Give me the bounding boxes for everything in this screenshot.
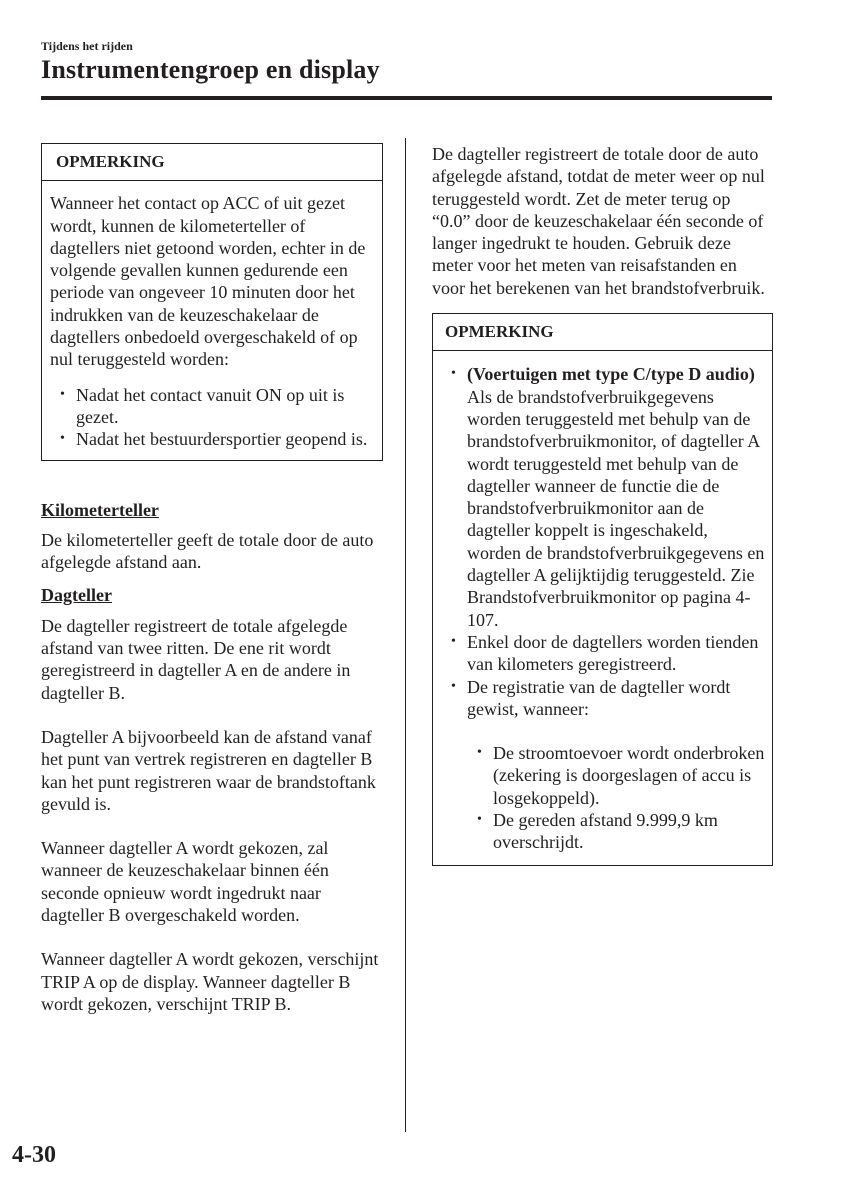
note-bullet-item	[441, 676, 766, 721]
note-body	[42, 181, 382, 459]
note-bullet-text: Nadat het bestuurdersportier geopend is.	[76, 429, 368, 450]
column-divider	[405, 138, 406, 1132]
bullet-icon: •	[477, 812, 482, 828]
note-sub-bullet-list	[441, 742, 766, 853]
note-heading: OPMERKING	[42, 144, 382, 181]
note-heading: OPMERKING	[433, 314, 772, 351]
note-sub-bullet-item	[441, 742, 766, 809]
note-bullet-item	[441, 363, 766, 631]
note-bullet-bold-title: (Voertuigen met type C/type D audio)	[467, 364, 755, 385]
bullet-icon: •	[477, 745, 482, 761]
note-body	[433, 351, 772, 864]
note-bullet-text: Als de brandstofverbruikgegevens worden teruggesteld met behulp van de brandstofverbruikmonitor, of dagteller A wordt teruggesteld met behulp van de dagteller wanneer de functie die de brandstofverbruikmonitor aan de dagteller koppelt is ingeschakeld, worden de brandstofverbruikgegevens en dagteller A gelijktijdig teruggesteld. Zie Brandstofverbruikmonitor op pagina 4-107.	[467, 386, 765, 630]
note-bullet-item	[50, 384, 372, 429]
title-rule	[41, 96, 772, 100]
odometer-heading: Kilometerteller	[41, 499, 159, 520]
note-box-right	[432, 313, 773, 866]
tripmeter-heading: Dagteller	[41, 585, 112, 606]
note-bullet-item	[441, 631, 766, 676]
note-bullet-list	[50, 384, 372, 451]
bullet-icon: •	[451, 678, 456, 694]
note-sub-bullet-text: De gereden afstand 9.999,9 km overschrijdt.	[493, 810, 718, 853]
bullet-icon: •	[451, 633, 456, 649]
section-label: Tijdens het rijden	[41, 39, 133, 53]
tripmeter-intro: De dagteller registreert de totale door de auto afgelegde afstand, totdat de meter weer op nul teruggesteld wordt. Zet de meter terug op “0.0” door de keuzeschakelaar één seconde of langer ingedrukt te houden. Gebruik deze meter voor het meten van reisafstanden en voor het berekenen van het brandstofverbruik.	[432, 144, 765, 298]
bullet-icon: •	[451, 366, 456, 382]
left-column	[41, 143, 383, 1015]
tripmeter-paragraph: Wanneer dagteller A wordt gekozen, zal wanneer de keuzeschakelaar binnen één seconde opnieuw wordt ingedrukt naar dagteller B overgeschakeld worden.	[41, 838, 329, 926]
tripmeter-paragraph: Dagteller A bijvoorbeeld kan de afstand vanaf het punt van vertrek registreren en dagteller B kan het punt registreren waar de brandstoftank gevuld is.	[41, 726, 376, 814]
note-sub-bullet-text: De stroomtoevoer wordt onderbroken (zekering is doorgeslagen of accu is losgekoppeld).	[493, 743, 765, 808]
tripmeter-paragraph: Wanneer dagteller A wordt gekozen, verschijnt TRIP A op de display. Wanneer dagteller B wordt gekozen, verschijnt TRIP B.	[41, 949, 379, 1014]
tripmeter-paragraph: De dagteller registreert de totale afgelegde afstand van twee ritten. De ene rit wordt geregistreerd in dagteller A en de andere in dagteller B.	[41, 615, 351, 703]
note-bullet-list	[441, 363, 766, 720]
note-bullet-item	[50, 428, 372, 450]
note-box-left	[41, 143, 383, 461]
note-bullet-text: De registratie van de dagteller wordt gewist, wanneer:	[467, 676, 731, 719]
note-bullet-text: Nadat het contact vanuit ON op uit is gezet.	[76, 384, 345, 427]
note-bullet-text: Enkel door de dagtellers worden tienden van kilometers geregistreerd.	[467, 631, 759, 675]
right-column	[432, 143, 773, 866]
note-sub-bullet-item	[441, 809, 766, 854]
note-text: Wanneer het contact op ACC of uit gezet wordt, kunnen de kilometerteller of dagtellers niet getoond worden, echter in de volgende gevallen kunnen gedurende een periode van ongeveer 10 minuten door het indrukken van de keuzeschakelaar de dagtellers onbedoeld overgeschakeld of op nul teruggesteld worden:	[50, 193, 366, 370]
bullet-icon: •	[60, 431, 65, 447]
bullet-icon: •	[60, 386, 65, 402]
odometer-text: De kilometerteller geeft de totale door de auto afgelegde afstand aan.	[41, 529, 374, 573]
page-number: 4-30	[12, 1142, 56, 1168]
page-title: Instrumentengroep en display	[41, 55, 380, 84]
